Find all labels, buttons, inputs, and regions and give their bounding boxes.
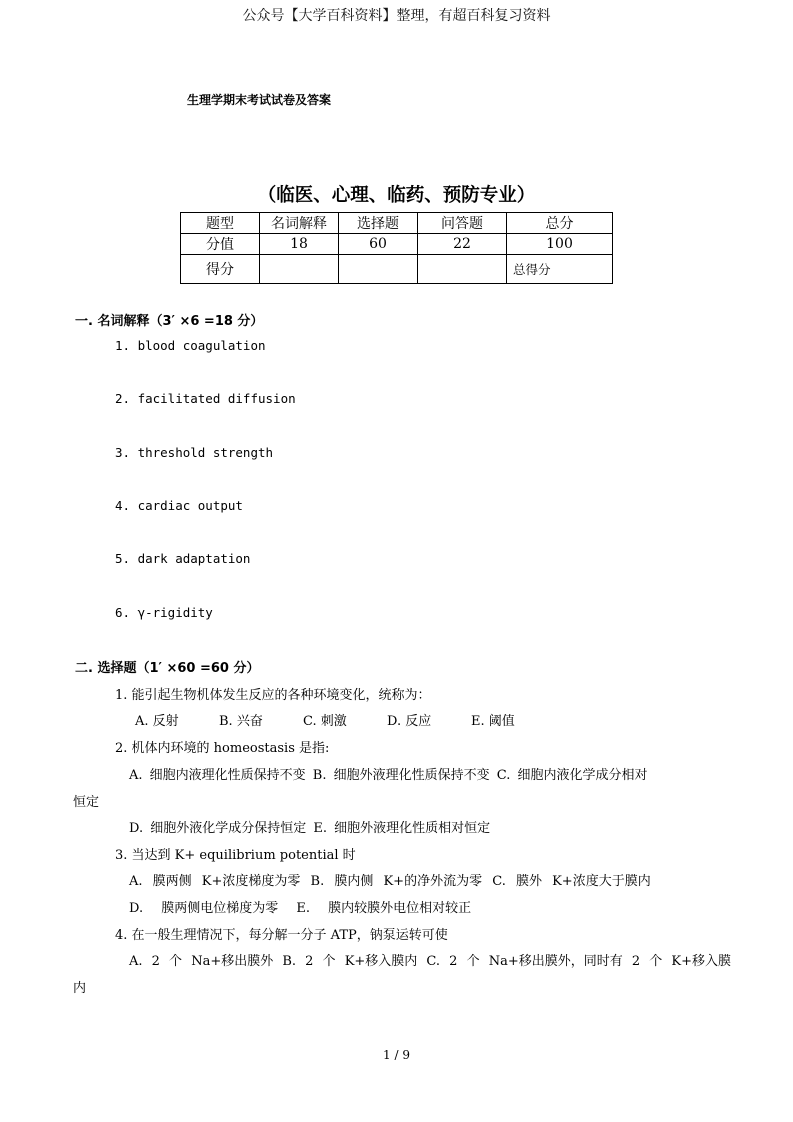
table-header-cell: 问答题: [418, 213, 507, 234]
document-title: 生理学期末考试试卷及答案: [187, 93, 332, 107]
table-cell: 100: [507, 234, 613, 255]
score-table: [180, 212, 613, 284]
option-line-continued: 恒定: [73, 795, 100, 810]
score-table-value-row: [181, 234, 613, 255]
option-line-continued: 内: [73, 981, 87, 996]
blank-score-cell[interactable]: [260, 255, 339, 284]
option: D. 反应: [387, 714, 432, 729]
term-item: 3. threshold strength: [115, 445, 274, 460]
option-line: A. 细胞内液理化性质保持不变 B. 细胞外液理化性质保持不变 C. 细胞内液化学成分相对: [129, 768, 648, 783]
option: A. 反射: [135, 714, 179, 729]
table-cell: 得分: [181, 255, 260, 284]
blank-score-cell[interactable]: [339, 255, 418, 284]
option: B. 兴奋: [219, 714, 263, 729]
option-line: A. 2 个 Na+移出膜外 B. 2 个 K+移入膜内 C. 2 个 Na+移出膜外，同时有 2 个 K+移入膜: [129, 954, 732, 969]
option-line: D. 膜两侧电位梯度为零 E. 膜内较膜外电位相对较正: [129, 901, 472, 916]
total-score-cell: 总得分: [507, 255, 613, 284]
table-header-cell: 题型: [181, 213, 260, 234]
question-stem: 3. 当达到 K+ equilibrium potential 时: [115, 848, 356, 863]
option-line: D. 细胞外液化学成分保持恒定 E. 细胞外液理化性质相对恒定: [129, 821, 491, 836]
option-line: A. 膜两侧 K+浓度梯度为零 B. 膜内侧 K+的净外流为零 C. 膜外 K+浓度大于膜内: [129, 874, 651, 889]
table-cell: 60: [339, 234, 418, 255]
question-stem: 2. 机体内环境的 homeostasis 是指:: [115, 741, 330, 756]
question-stem: 4. 在一般生理情况下，每分解一分子 ATP，钠泵运转可使: [115, 928, 448, 943]
option: C. 刺激: [303, 714, 347, 729]
section1-title: 一. 名词解释（3′ ×6 =18 分）: [75, 314, 264, 329]
score-table-header-row: [181, 213, 613, 234]
score-table-got-row: [181, 255, 613, 284]
table-cell: 22: [418, 234, 507, 255]
term-item: 5. dark adaptation: [115, 551, 251, 566]
term-item: 6. γ-rigidity: [115, 605, 213, 620]
term-item: 2. facilitated diffusion: [115, 391, 296, 406]
question-stem: 1. 能引起生物机体发生反应的各种环境变化，统称为：: [115, 688, 431, 703]
blank-score-cell[interactable]: [418, 255, 507, 284]
option: E. 阈值: [471, 714, 515, 729]
table-cell: 18: [260, 234, 339, 255]
table-cell: 分值: [181, 234, 260, 255]
table-header-cell: 总分: [507, 213, 613, 234]
subtitle: （临医、心理、临药、预防专业）: [257, 185, 536, 206]
table-header-cell: 选择题: [339, 213, 418, 234]
page-header: 公众号【大学百科资料】整理，有超百科复习资料: [242, 8, 551, 24]
table-header-cell: 名词解释: [260, 213, 339, 234]
section2-title: 二. 选择题（1′ ×60 =60 分）: [75, 661, 260, 676]
term-item: 4. cardiac output: [115, 498, 243, 513]
page-number: 1 / 9: [383, 1048, 410, 1062]
term-item: 1. blood coagulation: [115, 338, 266, 353]
